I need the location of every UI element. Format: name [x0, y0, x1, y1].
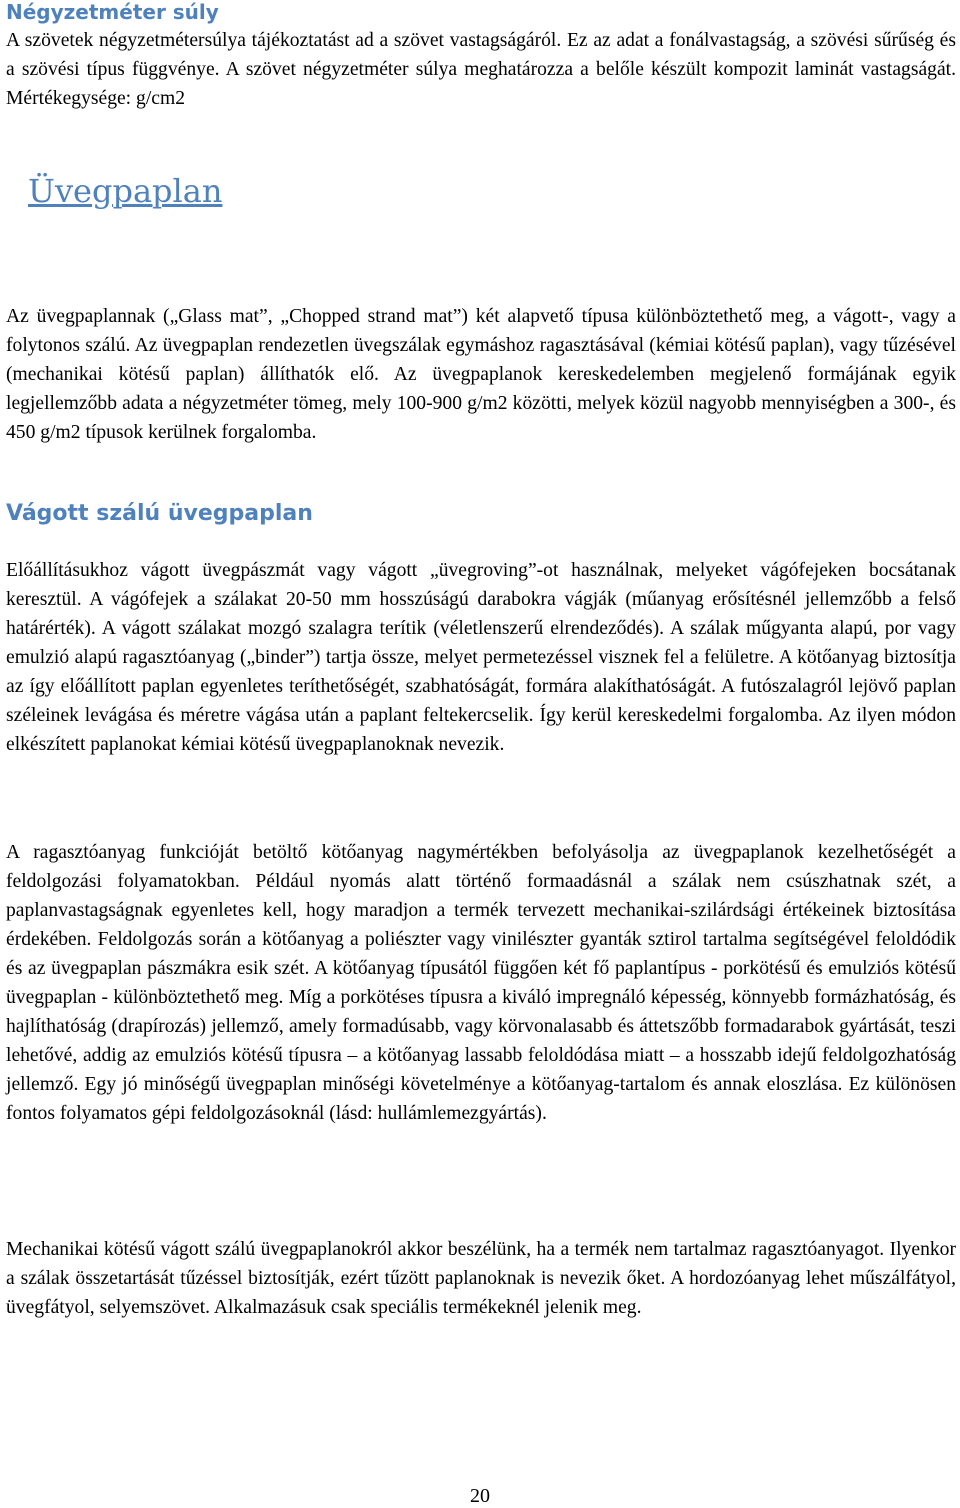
paragraph-vagott-szalu-2: A ragasztóanyag funkcióját betöltő kötőanyag nagymértékben befolyásolja az üvegpaplanok kezelhetőségét a feldolgozási folyamatokban. Például nyomás alatt történő formaadásnál a szálak nem csúszhatnak szét, a paplanvastagságnak egyenletes kell, hogy maradjon a termék tervezett mechanikai-szilárdsági értékeinek biztosítása érdekében. Feldolgozás során a kötőanyag a poliészter vagy vinilészter gyanták sztirol tartalma segítségével feloldódik és az üvegpaplan pászmákra esik szét. A kötőanyag típusától függően két fő paplantípus - porkötésű és emulziós kötésű üvegpaplan - különböztethető meg. Míg a porkötéses típusra a kiváló impregnáló képesség, könnyebb formázhatóság, és hajlíthatóság (drapírozás) jellemző, amely formadúsabb, vagy körvonalasabb és áttetszőbb formadarabok gyártását, teszi lehetővé, addig az emulziós kötésű típusra – a kötőanyag lassabb feloldódása miatt – a hosszabb idejű feldolgozhatóság jellemző. Egy jó minőségű üvegpaplan minőségi követelménye a kötőanyag-tartalom és annak eloszlása. Ez különösen fontos folyamatos gépi feldolgozásoknál (lásd: hullámlemezgyártás). [6, 842, 956, 1124]
document-page [6, 0, 956, 1318]
vagott-szalu-paragraph-1-container [6, 556, 956, 759]
paragraph-negyzetmeter-suly: A szövetek négyzetmétersúlya tájékoztatást ad a szövet vastagságáról. Ez az adat a fonálvastagság, a szövési sűrűség és a szövési típus függvénye. A szövet négyzetméter súlya meghatározza a belőle készült kompozit laminát vastagságát. Mértékegysége: g/cm2 [6, 30, 956, 109]
heading-negyzetmeter-suly: Négyzetméter súly [6, 0, 219, 24]
paragraph-vagott-szalu-3: Mechanikai kötésű vágott szálú üvegpaplanokról akkor beszélünk, ha a termék nem tartalmaz ragasztóanyagot. Ilyenkor a szálak összetartását tűzéssel biztosítják, ezért tűzött paplanoknak is nevezik őket. A hordozóanyag lehet műszálfátyol, üvegfátyol, selyemszövet. Alkalmazásuk csak speciális termékeknél jelenik meg. [6, 1239, 956, 1318]
vagott-szalu-paragraph-2-container [6, 838, 956, 1128]
paragraph-uvegpaplan: Az üvegpaplannak („Glass mat”, „Chopped strand mat”) két alapvető típusa különböztethető meg, a vágott-, vagy a folytonos szálú. Az üvegpaplan rendezetlen üvegszálak egymáshoz ragasztásával (kémiai kötésű paplan), vagy tűzésével (mechanikai kötésű paplan) állíthatók elő. Az üvegpaplanok kereskedelemben megjelenő formájának egyik legjellemzőbb adata a négyzetméter tömeg, mely 100-900 g/m2 közötti, melyek közül nagyobb mennyiségben a 300-, és 450 g/m2 típusok kerülnek forgalomba. [6, 306, 956, 443]
page-number: 20 [470, 1485, 490, 1507]
heading-uvegpaplan: Üvegpaplan [28, 172, 223, 210]
vagott-szalu-paragraph-3-container [6, 1235, 956, 1322]
heading-vagott-szalu-uvegpaplan: Vágott szálú üvegpaplan [6, 501, 313, 526]
uvegpaplan-section [6, 302, 956, 447]
paragraph-vagott-szalu-1: Előállításukhoz vágott üvegpászmát vagy vágott „üvegroving”-ot használnak, melyeket vágófejeken bocsátanak keresztül. A vágófejek a szálakat 20-50 mm hosszúságú darabokra vágják (műanyag erősítésnél jellemzőbb a felső határérték). A vágott szálakat mozgó szalagra terítik (véletlenszerű elrendeződés). A szálak műgyanta alapú, por vagy emulzió alapú ragasztóanyag („binder”) tartja össze, melyet permetezéssel visznek fel a felületre. A kötőanyag biztosítja az így előállított paplan egyenletes teríthetőségét, szabhatóságát, formára alakíthatóságát. A futószalagról lejövő paplan széleinek levágása és méretre vágása után a paplant feltekercselik. Így kerül kereskedelmi forgalomba. Az ilyen módon elkészített paplanokat kémiai kötésű üvegpaplanoknak nevezik. [6, 560, 956, 755]
